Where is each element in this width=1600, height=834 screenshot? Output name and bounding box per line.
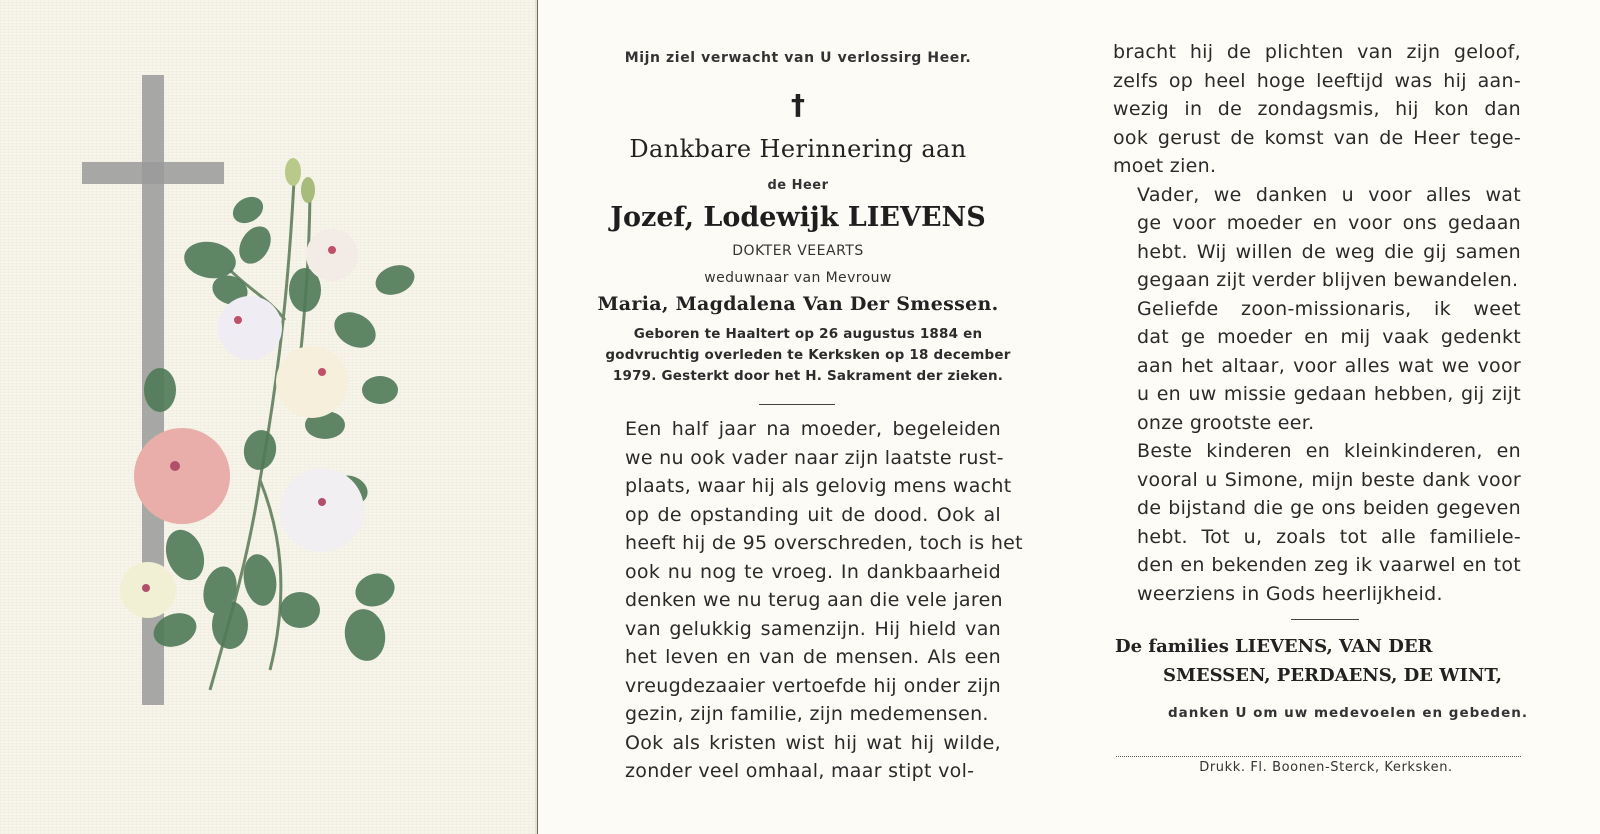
- text-line: wezig in de zondagsmis, hij kon dan: [1113, 98, 1521, 120]
- text-line: zelfs op heel hoge leeftijd was hij aan-: [1113, 69, 1521, 92]
- dates-line: godvruchtig overleden te Kerksken op 18 december: [605, 347, 1011, 363]
- text-line: Vader, we danken u voor alles wat: [1137, 183, 1521, 206]
- text-line: ook gerust de komst van de Heer tege-: [1113, 126, 1521, 149]
- paragraph: [601, 729, 1001, 786]
- dates-line: Geboren te Haaltert op 26 augustus 1884 en: [633, 326, 983, 342]
- text-line: heeft hij de 95 overschreden, toch is het: [625, 532, 1023, 554]
- text-line: onze grootste eer.: [1137, 411, 1315, 434]
- text-line: ook nu nog te vroeg. In dankbaarheid: [625, 560, 1001, 583]
- illustration-panel: [0, 0, 537, 834]
- divider: [1291, 619, 1359, 620]
- card-inner-left: [537, 0, 1058, 834]
- text-line: plaats, waar hij als gelovig mens wacht: [625, 475, 1012, 497]
- text-line: we nu ook vader naar zijn laatste rust-: [625, 446, 1004, 469]
- birth-death-details: [598, 324, 1018, 387]
- text-line: het leven en van de mensen. Als een: [625, 646, 1001, 668]
- text-line: u en uw missie gedaan hebben, gij zijt: [1137, 383, 1521, 405]
- text-line: gezin, zijn familie, zijn medemensen.: [625, 703, 989, 725]
- text-line: op de opstanding uit de dood. Ook al: [625, 503, 1001, 526]
- paragraph: [1113, 437, 1521, 608]
- divider: [759, 404, 835, 405]
- eulogy-text-part2: [1113, 38, 1521, 608]
- families-line: SMESSEN, PERDAENS, DE WINT,: [1163, 665, 1503, 686]
- thanks-line: danken U om uw medevoelen en gebeden.: [1168, 705, 1528, 721]
- families-signature: [1115, 632, 1525, 690]
- text-line: hebt. Wij willen de weg die gij samen: [1137, 240, 1521, 263]
- text-line: gegaan zijt verder blijven bewandelen.: [1137, 269, 1519, 291]
- text-line: bracht hij de plichten van zijn geloof,: [1113, 41, 1521, 63]
- text-line: Ook als kristen wist hij wat hij wilde,: [625, 731, 1001, 754]
- text-line: vreugdezaaier vertoefde hij onder zijn: [625, 674, 1001, 697]
- text-line: moet zien.: [1113, 155, 1217, 177]
- text-line: zonder veel omhaal, maar stipt vol-: [625, 760, 975, 782]
- text-line: dat ge moeder en mij vaak gedenkt: [1137, 326, 1521, 348]
- text-line: de bijstand die ge ons beiden gegeven: [1137, 497, 1521, 519]
- text-line: van gelukkig samenzijn. Hij hield van: [625, 617, 1001, 640]
- card-title: Dankbare Herinnering aan: [629, 135, 967, 163]
- paragraph: [1113, 38, 1521, 181]
- profession: DOKTER VEEARTS: [732, 243, 864, 259]
- text-line: ge voor moeder en voor ons gedaan: [1137, 212, 1521, 234]
- honorific: de Heer: [767, 178, 829, 193]
- roses-illustration: [110, 150, 430, 710]
- families-line: De families LIEVENS, VAN DER: [1115, 636, 1433, 657]
- text-line: weerziens in Gods heerlijkheid.: [1137, 582, 1443, 605]
- text-line: Geliefde zoon-missionaris, ik weet: [1137, 297, 1521, 320]
- text-line: hebt. Tot u, zoals tot alle familiele-: [1137, 525, 1521, 548]
- eulogy-text-part1: [601, 415, 1023, 786]
- text-line: aan het altaar, voor alles wat we voor: [1137, 354, 1521, 377]
- paragraph: [1113, 181, 1521, 295]
- text-line: Beste kinderen en kleinkinderen, en: [1137, 440, 1521, 462]
- dotted-divider: [1116, 756, 1521, 757]
- text-line: vooral u Simone, mijn beste dank voor: [1137, 468, 1521, 491]
- cross-icon: †: [791, 88, 805, 121]
- dates-line: 1979. Gesterkt door het H. Sakrament der zieken.: [612, 368, 1004, 384]
- text-line: den en bekenden zeg ik vaarwel en tot: [1137, 554, 1521, 576]
- paragraph: [601, 415, 1023, 729]
- spouse-name: Maria, Magdalena Van Der Smessen.: [597, 293, 999, 315]
- widower-line: weduwnaar van Mevrouw: [704, 270, 892, 286]
- card-inner-right: [1058, 0, 1600, 834]
- paragraph: [1113, 295, 1521, 438]
- motto: Mijn ziel verwacht van U verlossirg Heer.: [624, 50, 972, 66]
- deceased-name: Jozef, Lodewijk LIEVENS: [610, 202, 986, 233]
- text-line: Een half jaar na moeder, begeleiden: [625, 418, 1001, 440]
- text-line: denken we nu terug aan die vele jaren: [625, 589, 1003, 611]
- printer-credit: Drukk. Fl. Boonen-Sterck, Kerksken.: [1199, 760, 1453, 775]
